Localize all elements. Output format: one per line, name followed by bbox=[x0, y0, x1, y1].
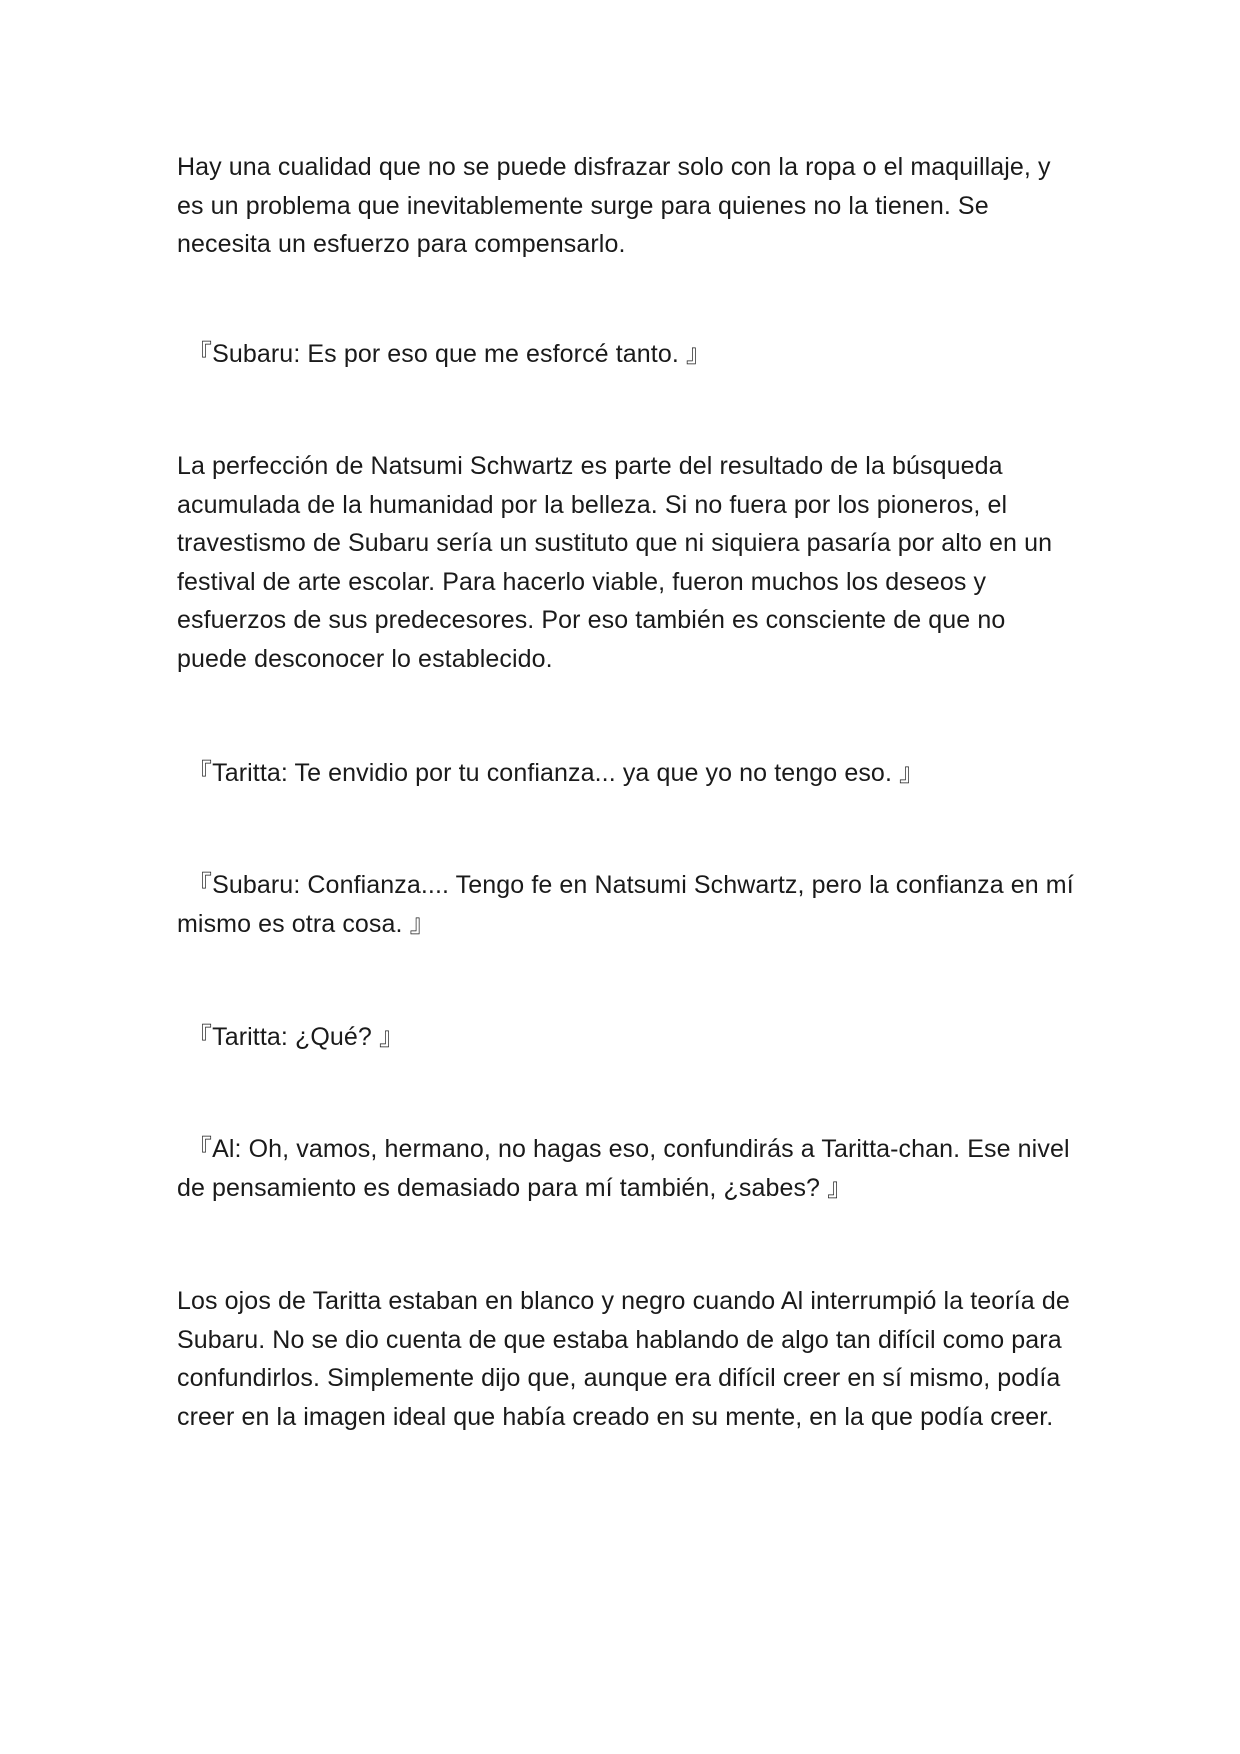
dialogue-line-taritta: 『Taritta: Te envidio por tu confianza... ya que yo no tengo eso. 』 bbox=[187, 759, 925, 787]
narration-paragraph: Los ojos de Taritta estaban en blanco y negro cuando Al interrumpió la teoría de Subaru. No se dio cuenta de que estaba hablando de algo tan difícil como para confundirlos. Simplemente dijo que, aunque era difícil creer en sí mismo, podía creer en la imagen ideal que había creado en su mente, en la que podía creer. bbox=[177, 1287, 1070, 1431]
dialogue-line-subaru: 『Subaru: Confianza.... Tengo fe en Natsumi Schwartz, pero la confianza en mí mismo es otra cosa. 』 bbox=[177, 871, 1074, 938]
dialogue-line-al: 『Al: Oh, vamos, hermano, no hagas eso, confundirás a Taritta-chan. Ese nivel de pensamiento es demasiado para mí también, ¿sabes? 』 bbox=[177, 1135, 1070, 1202]
narration-paragraph: La perfección de Natsumi Schwartz es parte del resultado de la búsqueda acumulada de la humanidad por la belleza. Si no fuera por los pioneros, el travestismo de Subaru sería un sustituto que ni siquiera pasaría por alto en un festival de arte escolar. Para hacerlo viable, fueron muchos los deseos y esfuerzos de sus predecesores. Por eso también es consciente de que no puede desconocer lo establecido. bbox=[177, 452, 1053, 673]
dialogue-line-taritta: 『Taritta: ¿Qué? 』 bbox=[187, 1023, 405, 1051]
narration-paragraph: Hay una cualidad que no se puede disfrazar solo con la ropa o el maquillaje, y es un problema que inevitablemente surge para quienes no la tienen. Se necesita un esfuerzo para compensarlo. bbox=[177, 153, 1051, 258]
dialogue-line-subaru: 『Subaru: Es por eso que me esforcé tanto. 』 bbox=[187, 340, 712, 368]
